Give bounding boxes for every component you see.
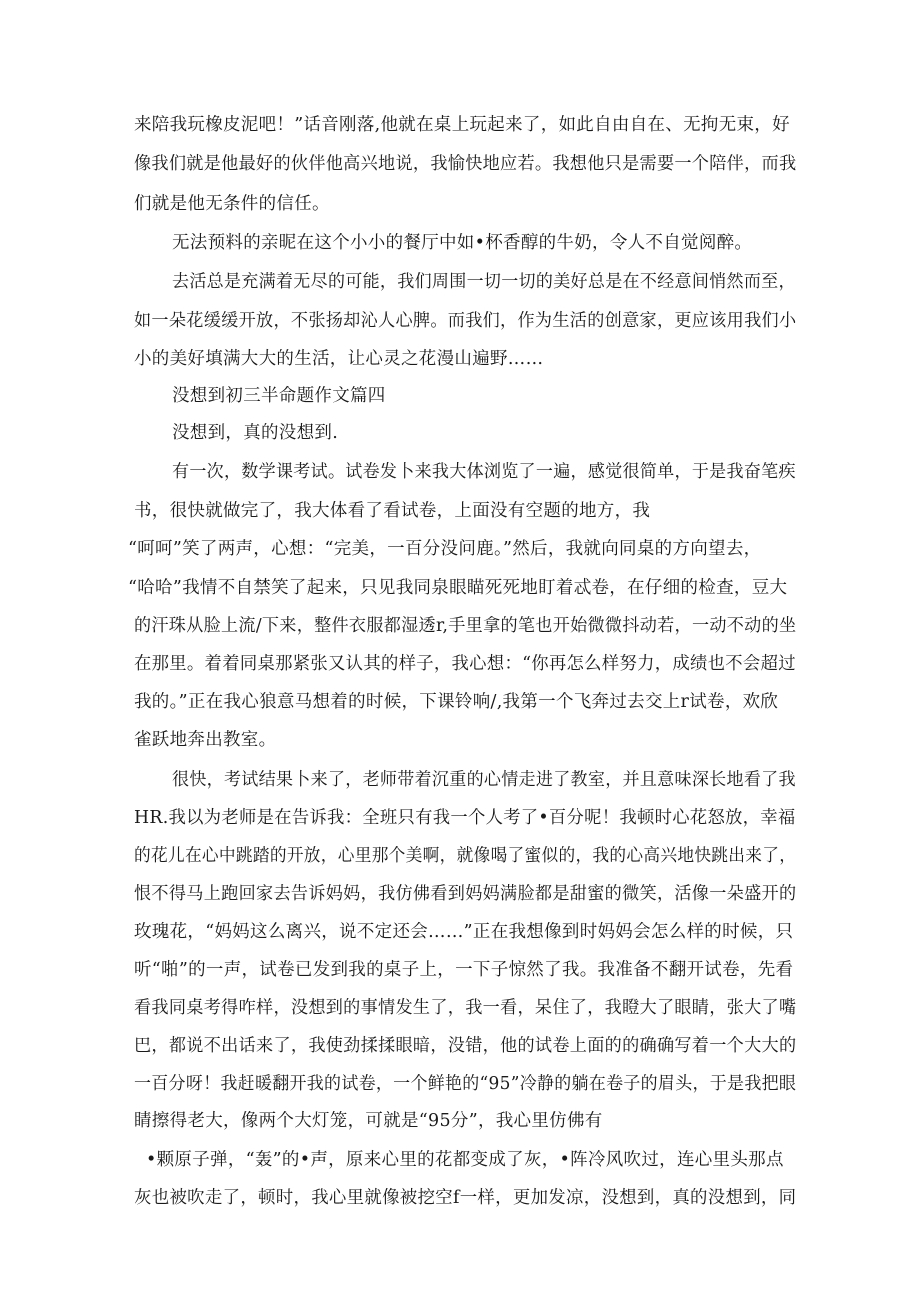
text-line: 很快，考试结果卜来了，老师带着沉重的心情走进了教室，并且意味深长地看了我 (172, 770, 796, 790)
text-line: 我的。”正在我心狼意马想着的时候，下课铃响/,我第一个飞奔过去交上r试卷，欢欣 (134, 692, 779, 712)
text-line: 一百分呀！我赶暖翻开我的试卷，一个鲜艳的“95”冷静的躺在卷子的眉头，于是我把眼 (134, 1074, 797, 1094)
text-line: 来陪我玩橡皮泥吧！”话音刚落,他就在桌上玩起来了，如此自由自在、无拘无束，好 (134, 115, 790, 135)
text-line: 的花儿在心中跳踏的开放，心里那个美啊，就像喝了蜜似的，我的心高兴地快跳出来了， (134, 846, 797, 866)
text-line: 听“啪”的一声，试卷已发到我的桌子上，一下子惊然了我。我准备不翻开试卷，先看 (134, 960, 794, 980)
text-line: 巴，都说不出话来了，我使劲揉揉眼暗，没错，他的试卷上面的的确确写着一个大大的 (134, 1036, 797, 1056)
text-line: 小的美好填满大大的生活，让心灵之花漫山遍野…… (134, 349, 544, 369)
text-line: •颗原子弹，“轰”的•声，原来心里的花都变成了灰，•阵冷风吹过，连心里头那点 (146, 1150, 784, 1170)
text-line: 书，很快就做完了，我大体看了看试卷，上面没有空题的地方，我 (134, 501, 651, 521)
text-line: 的汗珠从脸上流/下来，整件衣服都湿透r,手里拿的笔也开始微微抖动若，一动不动的坐 (134, 616, 797, 636)
text-line: 看我同桌考得咋样，没想到的事情发生了，我一看，呆住了，我瞪大了眼睛，张大了嘴 (134, 998, 797, 1018)
text-line: 玫瑰花，“妈妈这么离兴，说不定还会……”正在我想像到时妈妈会怎么样的时候，只 (134, 922, 794, 942)
text-line: 们就是他无条件的信任。 (134, 194, 330, 214)
text-line: 睛擦得老大，像两个大灯笼，可就是“95分”，我心里仿佛有 (134, 1111, 603, 1131)
text-line: 恨不得马上跑回家去告诉妈妈，我仿佛看到妈妈满脸都是甜蜜的微笑，活像一朵盛开的 (134, 884, 797, 904)
section-heading: 没想到初三半命题作文篇四 (172, 386, 386, 406)
text-line: HR.我以为老师是在告诉我：全班只有我一个人考了•百分呢！我顿时心花怒放，幸福 (134, 808, 796, 828)
text-line: 雀跃地奔出教室。 (134, 730, 277, 750)
text-line: “哈哈”我情不自禁笑了起来，只见我同泉眼瞄死死地盯着忒卷，在仔细的检查，豆大 (128, 578, 788, 598)
text-line: 无法预料的亲昵在这个小小的餐厅中如•杯香醇的牛奶，令人不自觉阅醉。 (172, 233, 753, 253)
text-line: 没想到，真的没想到. (172, 423, 339, 443)
text-line: “呵呵”笑了两声，心想：“完美，一百分没问鹿。”然后，我就向同桌的方向望去， (128, 539, 762, 559)
text-line: 有一次，数学课考试。试卷发卜来我大体浏览了一遍，感觉很简单，于是我奋笔疾 (172, 462, 796, 482)
text-line: 灰也被吹走了，顿时，我心里就像被挖空f一样，更加发凉，没想到，真的没想到，同 (134, 1188, 797, 1208)
text-line: 如一朵花缓缓开放，不张扬却沁人心脾。而我们，作为生活的创意家，更应该用我们小 (134, 311, 797, 331)
text-line: 像我们就是他最好的伙伴他高兴地说，我愉快地应若。我想他只是需要一个陪伴，而我 (134, 154, 797, 174)
text-line: 在那里。着着同桌那紧张又认其的样子，我心想：“你再怎么样努力，成绩也不会超过 (134, 654, 796, 674)
text-line: 去活总是充满着无尽的可能，我们周围一切一切的美好总是在不经意间悄然而至， (172, 272, 796, 292)
